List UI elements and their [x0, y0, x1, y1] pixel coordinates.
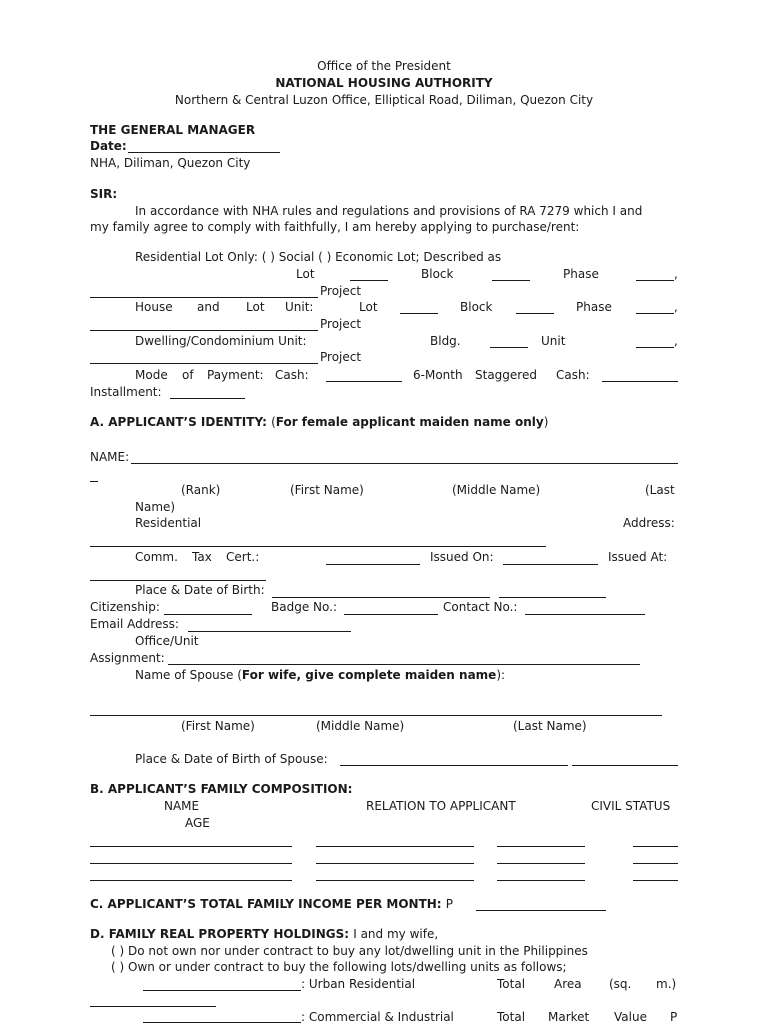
spouse-label: Name of Spouse (For wife, give complete maiden name):: [135, 668, 506, 682]
market-label: Market: [548, 1010, 590, 1024]
sqm-close-label: m.): [656, 977, 677, 991]
lot-field[interactable]: [350, 280, 388, 281]
installment-field[interactable]: [170, 398, 245, 399]
middle-name-caption: (Middle Name): [452, 483, 541, 497]
issued-at-label: Issued At:: [608, 550, 668, 564]
col-name-header: NAME: [164, 799, 200, 813]
name-label: NAME:: [90, 450, 130, 464]
date-label: Date:: [90, 139, 127, 153]
spouse-last-caption: (Last Name): [513, 719, 587, 733]
hl-block-label: Block: [460, 300, 493, 314]
hl-project-label: Project: [320, 317, 362, 331]
block-field[interactable]: [492, 280, 530, 281]
assignment-label: Assignment:: [90, 651, 165, 665]
urban-area-field[interactable]: [90, 1006, 216, 1007]
and-label: and: [197, 300, 220, 314]
value-label: Value: [614, 1010, 647, 1024]
email-label: Email Address:: [90, 617, 179, 631]
project-label: Project: [320, 284, 362, 298]
family-name-field-2[interactable]: [90, 863, 292, 864]
sqm-open-label: (sq.: [609, 977, 632, 991]
holdings-option-own[interactable]: ( ) Own or under contract to buy the following lots/dwelling units as follows;: [111, 960, 567, 974]
staggered-cash-field[interactable]: [602, 381, 678, 382]
hl-lot-label: Lot: [359, 300, 378, 314]
family-civil-field-3[interactable]: [497, 880, 585, 881]
first-name-caption: (First Name): [290, 483, 364, 497]
peso-label: P: [670, 1010, 678, 1024]
hl-lot-field[interactable]: [400, 313, 438, 314]
tax-label: Tax: [192, 550, 212, 564]
family-relation-field-1[interactable]: [316, 846, 474, 847]
installment-label: Installment:: [90, 385, 162, 399]
last-name-caption-cont: Name): [135, 500, 176, 514]
col-relation-header: RELATION TO APPLICANT: [366, 799, 516, 813]
phase-field[interactable]: [636, 280, 674, 281]
issued-on-field[interactable]: [503, 564, 598, 565]
family-civil-field-1[interactable]: [497, 846, 585, 847]
family-age-field-3[interactable]: [633, 880, 678, 881]
addressee-title: THE GENERAL MANAGER: [90, 123, 256, 137]
commercial-industrial-field[interactable]: [143, 1022, 301, 1023]
dwelling-label: Dwelling/Condominium Unit:: [135, 334, 307, 348]
urban-residential-field[interactable]: [143, 990, 301, 991]
comm-label: Comm.: [135, 550, 178, 564]
office-unit-label: Office/Unit: [135, 634, 199, 648]
spouse-birth-date-field[interactable]: [572, 765, 678, 766]
contact-field[interactable]: [525, 614, 645, 615]
assignment-field[interactable]: [168, 664, 640, 665]
last-name-caption: (Last: [645, 483, 675, 497]
col-civil-header: CIVIL STATUS: [591, 799, 671, 813]
staggered-cash-label: Cash:: [556, 368, 590, 382]
section-d-heading: D. FAMILY REAL PROPERTY HOLDINGS: I and my wife,: [90, 927, 439, 941]
office-line: Office of the President: [317, 59, 451, 73]
dw-project-label: Project: [320, 350, 362, 364]
house-label: House: [135, 300, 173, 314]
birth-label: Place & Date of Birth:: [135, 583, 265, 597]
family-relation-field-3[interactable]: [316, 880, 474, 881]
commercial-industrial-label: : Commercial & Industrial: [301, 1010, 454, 1024]
block-label: Block: [421, 267, 454, 281]
citizenship-label: Citizenship:: [90, 600, 160, 614]
family-civil-field-2[interactable]: [497, 863, 585, 864]
section-b-heading: B. APPLICANT’S FAMILY COMPOSITION:: [90, 782, 353, 796]
of-label: of: [182, 368, 194, 382]
family-relation-field-2[interactable]: [316, 863, 474, 864]
badge-label: Badge No.:: [271, 600, 337, 614]
staggered-label: Staggered: [475, 368, 537, 382]
address-field[interactable]: [90, 546, 546, 547]
section-a-heading: A. APPLICANT’S IDENTITY: (For female applicant maiden name only): [90, 415, 549, 429]
bldg-label: Bldg.: [430, 334, 461, 348]
addressee-location: NHA, Diliman, Quezon City: [90, 156, 251, 170]
application-form-page: Office of the President NATIONAL HOUSING AUTHORITY Northern & Central Luzon Office, Elliptical Road, Diliman, Quezon City THE GENERAL MANAGER Date: NHA, Diliman, Quezon City SIR: In accordance with NHA rules and regulations and provisions of RA 7279 which I and my family agree to comply with faithfully, I am hereby applying to purchase/rent: Residential Lot Only: ( ) Social ( ) Economic Lot; Described as Lot Block Phase , Project House and Lot Unit: Lot Block Phase , Project Dwelling/Condominium Unit: Bldg. Unit , Project Mode of Payment: Cash: 6-Month Staggered Cash: Installment: A. APPLICANT’S IDENTITY: (For female applicant maiden name only) NAME: (Rank) (First Name) (Middle Name) (Last Name) Residential Address: Comm. Tax Cert.: Issued On: Issued At: Place & Date of Birth: Citizenship: Badge No.: Contact No.: Email Address: Office/Unit Assignment: Name of Spouse (For wife, give complete maiden name): (First Name) (Middle Name) (Last Name) Place & Date of Birth of Spouse: B. APPLICANT’S FAMILY COMPOSITION: NAME RELATION TO APPLICANT CIVIL STATUS AGE C. APPLICANT’S TOTAL FAMILY INCOME PER MONTH: P D. FAMILY REAL PROPERTY HOLDINGS: I and my wife, ( ) Do not own nor under contract to buy any lot/dwelling unit in the Philippines ( ) Own or under contract to buy the following lots/dwelling units as follows; : Urban Residential Total Area (sq. m.) : Commercial & Industrial Total Market Value P: [0, 0, 768, 1024]
date-field[interactable]: [128, 152, 280, 153]
lot-word-label: Lot: [246, 300, 265, 314]
payment-label: Payment:: [207, 368, 264, 382]
family-name-field-1[interactable]: [90, 846, 292, 847]
address-label: Address:: [623, 516, 675, 530]
total-label-2: Total: [497, 1010, 526, 1024]
salutation: SIR:: [90, 187, 118, 201]
spouse-birth-label: Place & Date of Birth of Spouse:: [135, 752, 328, 766]
email-field[interactable]: [188, 631, 351, 632]
phase-label: Phase: [563, 267, 599, 281]
office-address: Northern & Central Luzon Office, Elliptical Road, Diliman, Quezon City: [174, 93, 594, 107]
urban-residential-label: : Urban Residential: [301, 977, 416, 991]
residential-lot-option[interactable]: Residential Lot Only: ( ) Social ( ) Economic Lot; Described as: [135, 250, 502, 264]
agency-name: NATIONAL HOUSING AUTHORITY: [275, 76, 493, 90]
spouse-middle-caption: (Middle Name): [316, 719, 405, 733]
hl-phase-label: Phase: [576, 300, 612, 314]
family-age-field-2[interactable]: [633, 863, 678, 864]
cash-field[interactable]: [326, 381, 402, 382]
holdings-option-none[interactable]: ( ) Do not own nor under contract to buy any lot/dwelling unit in the Philippines: [111, 944, 588, 958]
six-month-label: 6-Month: [413, 368, 463, 382]
hl-project-field[interactable]: [90, 330, 318, 331]
hl-block-field[interactable]: [516, 313, 554, 314]
birth-date-field[interactable]: [499, 597, 606, 598]
unit-label: Unit: [541, 334, 566, 348]
family-age-field-1[interactable]: [633, 846, 678, 847]
family-name-field-3[interactable]: [90, 880, 292, 881]
dw-project-field[interactable]: [90, 363, 318, 364]
section-c-heading: C. APPLICANT’S TOTAL FAMILY INCOME PER MONTH: P: [90, 897, 454, 911]
spouse-first-caption: (First Name): [181, 719, 255, 733]
citizenship-field[interactable]: [164, 614, 252, 615]
name-field[interactable]: [131, 463, 678, 464]
issued-on-label: Issued On:: [430, 550, 494, 564]
badge-field[interactable]: [344, 614, 438, 615]
spouse-birth-place-field[interactable]: [340, 765, 568, 766]
cash-label: Cash:: [275, 368, 309, 382]
lot-label: Lot: [296, 267, 315, 281]
mode-label: Mode: [135, 368, 168, 382]
cert-label: Cert.:: [226, 550, 260, 564]
col-age-header: AGE: [185, 816, 210, 830]
area-label: Area: [554, 977, 582, 991]
cert-field[interactable]: [326, 564, 420, 565]
residential-label: Residential: [135, 516, 202, 530]
unit-colon-label: Unit:: [285, 300, 314, 314]
rank-caption: (Rank): [181, 483, 221, 497]
issued-at-field[interactable]: [90, 580, 266, 581]
intro-line-1: In accordance with NHA rules and regulations and provisions of RA 7279 which I and: [135, 204, 643, 218]
unit-field[interactable]: [636, 347, 674, 348]
intro-line-2: my family agree to comply with faithfully, I am hereby applying to purchase/rent:: [90, 220, 580, 234]
project-field[interactable]: [90, 297, 318, 298]
hl-phase-field[interactable]: [636, 313, 674, 314]
birth-place-field[interactable]: [272, 597, 490, 598]
bldg-field[interactable]: [490, 347, 528, 348]
total-label: Total: [497, 977, 526, 991]
spouse-name-field[interactable]: [90, 715, 662, 716]
contact-label: Contact No.:: [443, 600, 518, 614]
income-field[interactable]: [476, 910, 606, 911]
